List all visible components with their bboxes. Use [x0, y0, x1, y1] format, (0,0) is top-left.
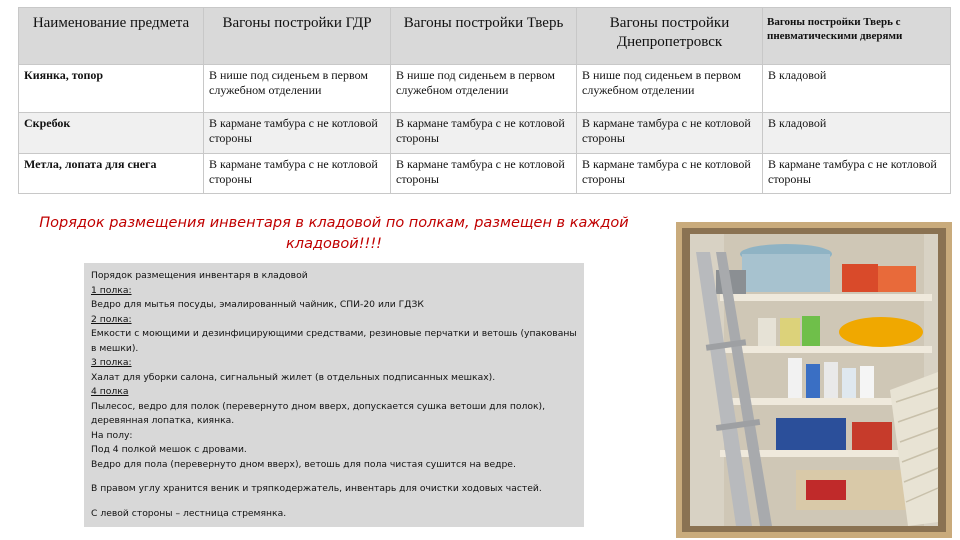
storage-heading: Порядок размещения инвентаря в кладовой по полкам, размещен в каждой кладовой!!!!: [39, 215, 629, 252]
table-cell: В кладовой: [763, 113, 951, 154]
table-cell: В нише под сиденьем в первом служебном отделении: [391, 65, 577, 113]
table-cell: В кладовой: [763, 65, 951, 113]
table-cell: Метла, лопата для снега: [19, 154, 204, 194]
table-row: [19, 113, 951, 154]
right-corner-note: В правом углу хранится веник и тряпкодержатель, инвентарь для очистки ходовых частей.: [91, 483, 542, 494]
table-cell: В кармане тамбура с не котловой стороны: [577, 113, 763, 154]
table-cell: В нише под сиденьем в первом служебном отделении: [577, 65, 763, 113]
table-header-row: [19, 8, 951, 65]
shelf-4-text: Пылесос, ведро для полок (перевернуто дном вверх, допускается сушка ветоши для полок), деревянная лопатка, киянка.: [91, 400, 546, 426]
table-cell: В кармане тамбура с не котловой стороны: [391, 113, 577, 154]
shelf-4-label: 4 полка: [91, 386, 129, 397]
shelf-2-label: 2 полка:: [91, 313, 132, 325]
header-gdr: Вагоны постройки ГДР: [204, 8, 391, 65]
table-cell: Киянка, топор: [19, 65, 204, 113]
left-side-note: С левой стороны – лестница стремянка.: [91, 507, 287, 519]
shelf-3-label: 3 полка:: [91, 357, 132, 368]
floor-label: На полу:: [91, 429, 133, 441]
table-cell: В кармане тамбура с не котловой стороны: [204, 154, 391, 194]
inventory-table: [18, 7, 951, 194]
table-row: [19, 65, 951, 113]
table-cell: В нише под сиденьем в первом служебном отделении: [204, 65, 391, 113]
shelf-1-label: 1 полка:: [91, 284, 132, 296]
header-tver-pneumatic: Вагоны постройки Тверь с пневматическими дверями: [763, 8, 951, 65]
table-cell: В кармане тамбура с не котловой стороны: [204, 113, 391, 154]
table-row: [19, 154, 951, 194]
shelf-3-text: Халат для уборки салона, сигнальный жилет (в отдельных подписанных мешках).: [91, 371, 496, 383]
table-cell: В кармане тамбура с не котловой стороны: [577, 154, 763, 194]
table-cell: В кармане тамбура с не котловой стороны: [763, 154, 951, 194]
header-dnepropetrovsk: Вагоны постройки Днепропетровск: [577, 8, 763, 65]
header-tver: Вагоны постройки Тверь: [391, 8, 577, 65]
shelf-1-text: Ведро для мытья посуды, эмалированный чайник, СПИ-20 или ГДЗК: [91, 299, 424, 310]
header-item-name: Наименование предмета: [19, 8, 204, 65]
floor-line-2: Ведро для пола (перевернуто дном вверх), ветошь для пола чистая сушится на ведре.: [91, 458, 516, 470]
shelf-instructions-box: [84, 263, 584, 527]
shelf-2-text: Емкости с моющими и дезинфицирующими средствами, резиновые перчатки и ветошь (упакованы в мешки).: [91, 328, 577, 354]
floor-line-1: Под 4 полкой мешок с дровами.: [91, 444, 247, 455]
instructions-title: Порядок размещения инвентаря в кладовой: [91, 270, 308, 281]
table-cell: В кармане тамбура с не котловой стороны: [391, 154, 577, 194]
storage-closet-photo: [676, 222, 952, 538]
table-cell: Скребок: [19, 113, 204, 154]
